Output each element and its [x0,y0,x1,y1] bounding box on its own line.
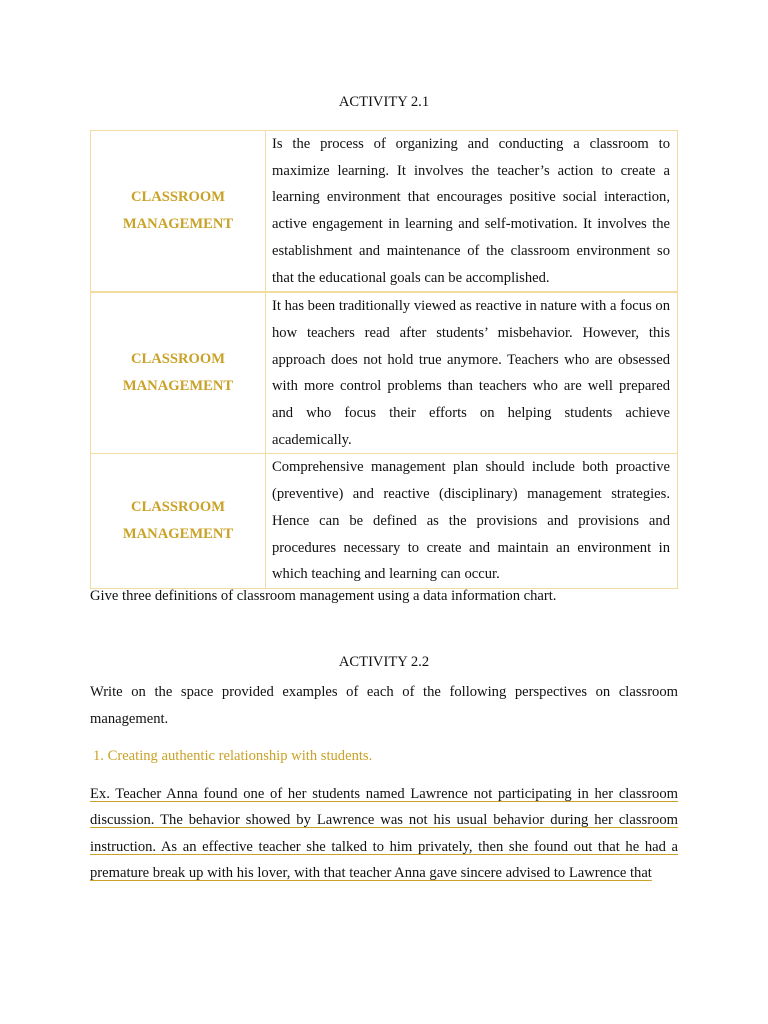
activity-2-1-instruction: Give three definitions of classroom management using a data information chart. [90,588,557,604]
term-line: CLASSROOM [130,499,226,516]
chart-definition-cell: Comprehensive management plan should include both proactive (preventive) and reactive (disciplinary) management strategies. Hence can be defined as the provisions and provisions and procedures necessary to create and maintain an environment in which teaching and learning can occur. [266,454,678,589]
activity-2-2-instruction: Write on the space provided examples of each of the following perspectives on classroom management. [90,684,678,727]
term-line: MANAGEMENT [122,216,234,233]
data-information-chart [90,130,678,589]
term-line: CLASSROOM [130,351,226,368]
term-line: MANAGEMENT [122,526,234,543]
example-answer [90,781,678,887]
chart-term-cell [91,131,266,293]
chart-definition-cell: It has been traditionally viewed as reactive in nature with a focus on how teachers read after students’ misbehavior. However, this approach does not hold true anymore. Teachers who are obsessed with more control problems than teachers who are well prepared and who focus their efforts on helping students achieve academically. [266,292,678,454]
chart-row [91,131,678,293]
chart-definition-cell: Is the process of organizing and conducting a classroom to maximize learning. It involves the teacher’s action to create a learning environment that encourages positive social interaction, active engagement in learning and self-motivation. It involves the establishment and maintenance of the classroom environment so that the educational goals can be accomplished. [266,131,678,293]
perspective-item-1: 1. Creating authentic relationship with students. [93,748,373,764]
chart-row [91,454,678,589]
chart-row [91,292,678,454]
activity-2-2-title: ACTIVITY 2.2 [338,654,430,670]
activity-2-1-title: ACTIVITY 2.1 [338,94,430,110]
term-line: CLASSROOM [130,189,226,206]
chart-term-cell [91,454,266,589]
example-answer-text: Ex. Teacher Anna found one of her students named Lawrence not participating in her classroom discussion. The behavior showed by Lawrence was not his usual behavior during her classroom instruction. As an effective teacher she talked to him privately, then she found out that he had a premature break up with his lover, with that teacher Anna gave sincere advised to Lawrence that [90,786,678,882]
chart-term-cell [91,292,266,454]
term-line: MANAGEMENT [122,378,234,395]
